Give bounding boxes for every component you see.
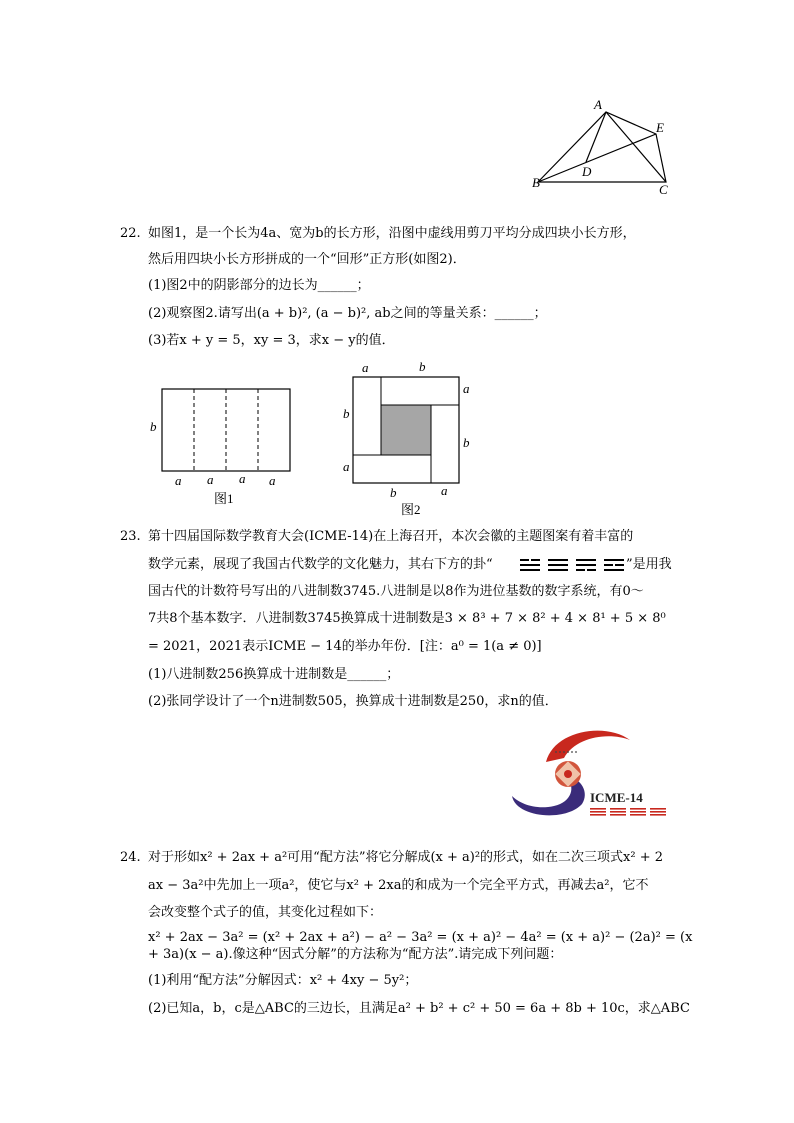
question-23-text-line1: 第十四届国际数学教育大会(ICME-14)在上海召开，本次会徽的主题图案有着丰富的 (148, 529, 634, 544)
icme-14-logo (506, 722, 682, 822)
fig2-caption: 图2 (401, 502, 421, 517)
question-24-text-line2: ax − 3a²中先加上一项a²，使它与x² + 2xa的和成为一个完全平方式，再减去a²，它不 (148, 878, 649, 893)
question-22-text-line1: 如图1，是一个长为4a、宽为b的长方形，沿图中虚线用剪刀平均分成四块小长方形， (148, 226, 636, 241)
fig2-bottom-a: a (441, 483, 448, 498)
question-22-part2: (2)观察图2.请写出(a + b)², (a − b)², ab之间的等量关系：______； (148, 306, 547, 321)
fig1-label-a1: a (175, 473, 182, 488)
question-24-part1: (1)利用“配方法”分解因式：x² + 4xy − 5y²； (148, 973, 418, 988)
fig2-left-b: b (343, 406, 350, 421)
fig2-top-b: b (419, 359, 426, 374)
fig1-label-a2: a (207, 472, 214, 487)
label-D: D (582, 164, 592, 179)
fig1-label-b: b (150, 419, 157, 434)
question-23-number: 23. (120, 529, 141, 544)
question-23-part2: (2)张同学设计了一个n进制数505，换算成十进制数是250，求n的值． (148, 694, 558, 709)
label-B: B (532, 175, 540, 190)
question-22-number: 22. (120, 226, 141, 241)
question-23-text-line2-end: ”是用我 (626, 557, 672, 572)
fig1-caption: 图1 (214, 491, 234, 506)
fig2-bottom-b: b (390, 485, 397, 500)
question-23-text-line3: 国古代的计数符号写出的八进制数3745.八进制是以8作为进位基数的数字系统，有0～ (148, 584, 644, 599)
fig2-right-b: b (463, 435, 470, 450)
question-24-part2: (2)已知a，b，c是△ABC的三边长，且满足a² + b² + c² + 50 = 6a + 8b + 10c，求△ABC (148, 1001, 690, 1016)
question-24-text-line3: 会改变整个式子的值，其变化过程如下： (148, 905, 383, 920)
fig1-label-a4: a (269, 473, 276, 488)
figure-1-rectangle (146, 380, 302, 506)
label-C: C (659, 182, 668, 197)
figure-2-square (338, 358, 478, 518)
label-E: E (656, 120, 664, 135)
question-23-text-line5: = 2021，2021表示ICME − 14的举办年份．[注：a⁰ = 1(a ≠ 0)] (148, 639, 542, 654)
question-24-text-line5: + 3a)(x − a).像这种“因式分解”的方法称为“配方法”.请完成下列问题： (148, 947, 563, 962)
fig2-right-a: a (463, 381, 470, 396)
question-24-text-line4: x² + 2ax − 3a² = (x² + 2ax + a²) − a² − 3a² = (x + a)² − 4a² = (x + a)² − (2a)² = (x (148, 930, 693, 945)
fig2-left-a: a (343, 459, 350, 474)
fig1-label-a3: a (239, 471, 246, 486)
label-A: A (594, 97, 602, 112)
logo-text: ICME-14 (590, 790, 643, 805)
triangle-figure (528, 94, 678, 198)
question-23-part1: (1)八进制数256换算成十进制数是______； (148, 667, 400, 682)
fig2-top-a: a (362, 360, 369, 375)
question-22-text-line2: 然后用四块小长方形拼成的一个“回形”正方形(如图2)． (148, 252, 466, 267)
question-22-part3: (3)若x + y = 5，xy = 3，求x − y的值． (148, 333, 395, 348)
question-24-number: 24. (120, 850, 141, 865)
question-24-text-line1: 对于形如x² + 2ax + a²可用“配方法”将它分解成(x + a)²的形式，如在二次三项式x² + 2 (148, 850, 664, 865)
counting-rod-symbols (518, 557, 626, 573)
question-23-text-line2: 数学元素，展现了我国古代数学的文化魅力，其右下方的卦“ (148, 557, 493, 572)
question-22-part1: (1)图2中的阴影部分的边长为______； (148, 278, 370, 293)
question-23-text-line4: 7共8个基本数字．八进制数3745换算成十进制数是3 × 8³ + 7 × 8² + 4 × 8¹ + 5 × 8⁰ (148, 611, 666, 626)
shaded-square (381, 405, 431, 455)
